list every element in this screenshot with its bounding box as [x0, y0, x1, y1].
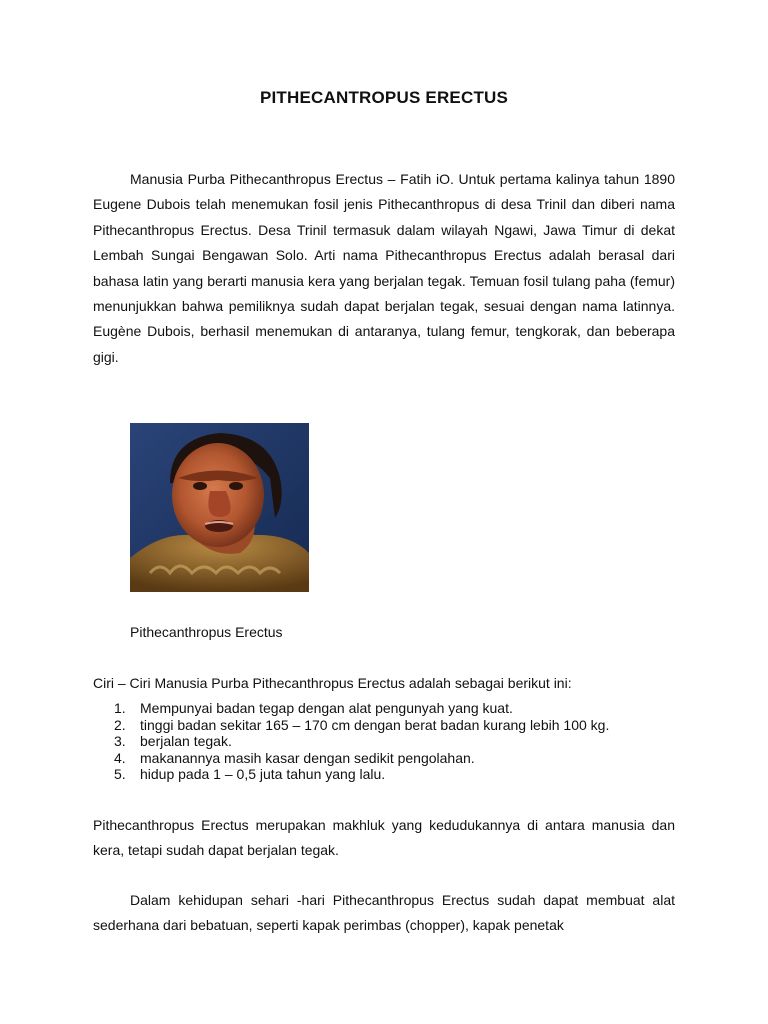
document-title: PITHECANTROPUS ERECTUS [259, 88, 509, 107]
figure-caption: Pithecanthropus Erectus [130, 624, 283, 640]
paragraph-intro: Manusia Purba Pithecanthropus Erectus – Fatih iO. Untuk pertama kalinya tahun 1890 Eugene Dubois telah menemukan fosil jenis Pithecanthropus di desa Trinil dan diberi nama Pithecanthropus Erectus. Desa Trinil termasuk dalam wilayah Ngawi, Jawa Timur di dekat Lembah Sungai Bengawan Solo. Arti nama Pithecanthropus Erectus adalah berasal dari bahasa latin yang berarti manusia kera yang berjalan tegak. Temuan fosil tulang paha (femur) menunjukkan bahwa pemiliknya sudah dapat berjalan tegak, sesuai dengan nama latinnya. Eugène Dubois, berhasil menemukan di antaranya, tulang femur, tengkorak, dan beberapa gigi. [93, 171, 675, 365]
paragraph-position: Pithecanthropus Erectus merupakan makhluk yang kedudukannya di antara manusia dan kera, tetapi sudah dapat berjalan tegak. [93, 817, 675, 859]
list-item: 3. berjalan tegak. [114, 733, 232, 750]
characteristics-list [114, 700, 609, 783]
list-item: 5. hidup pada 1 – 0,5 juta tahun yang lalu. [114, 766, 386, 783]
list-item: 2. tinggi badan sekitar 165 – 170 cm dengan berat badan kurang lebih 100 kg. [114, 716, 610, 733]
characteristics-intro: Ciri – Ciri Manusia Purba Pithecanthropus Erectus adalah sebagai berikut ini: [93, 675, 572, 691]
paragraph-daily-life: Dalam kehidupan sehari -hari Pithecanthropus Erectus sudah dapat membuat alat sederhana dari bebatuan, seperti kapak perimbas (chopper), kapak penetak [93, 892, 675, 934]
list-item: 1. Mempunyai badan tegap dengan alat pengunyah yang kuat. [114, 700, 513, 716]
pithecanthropus-illustration [130, 423, 309, 592]
list-item: 4. makanannya masih kasar dengan sedikit pengolahan. [114, 749, 475, 766]
